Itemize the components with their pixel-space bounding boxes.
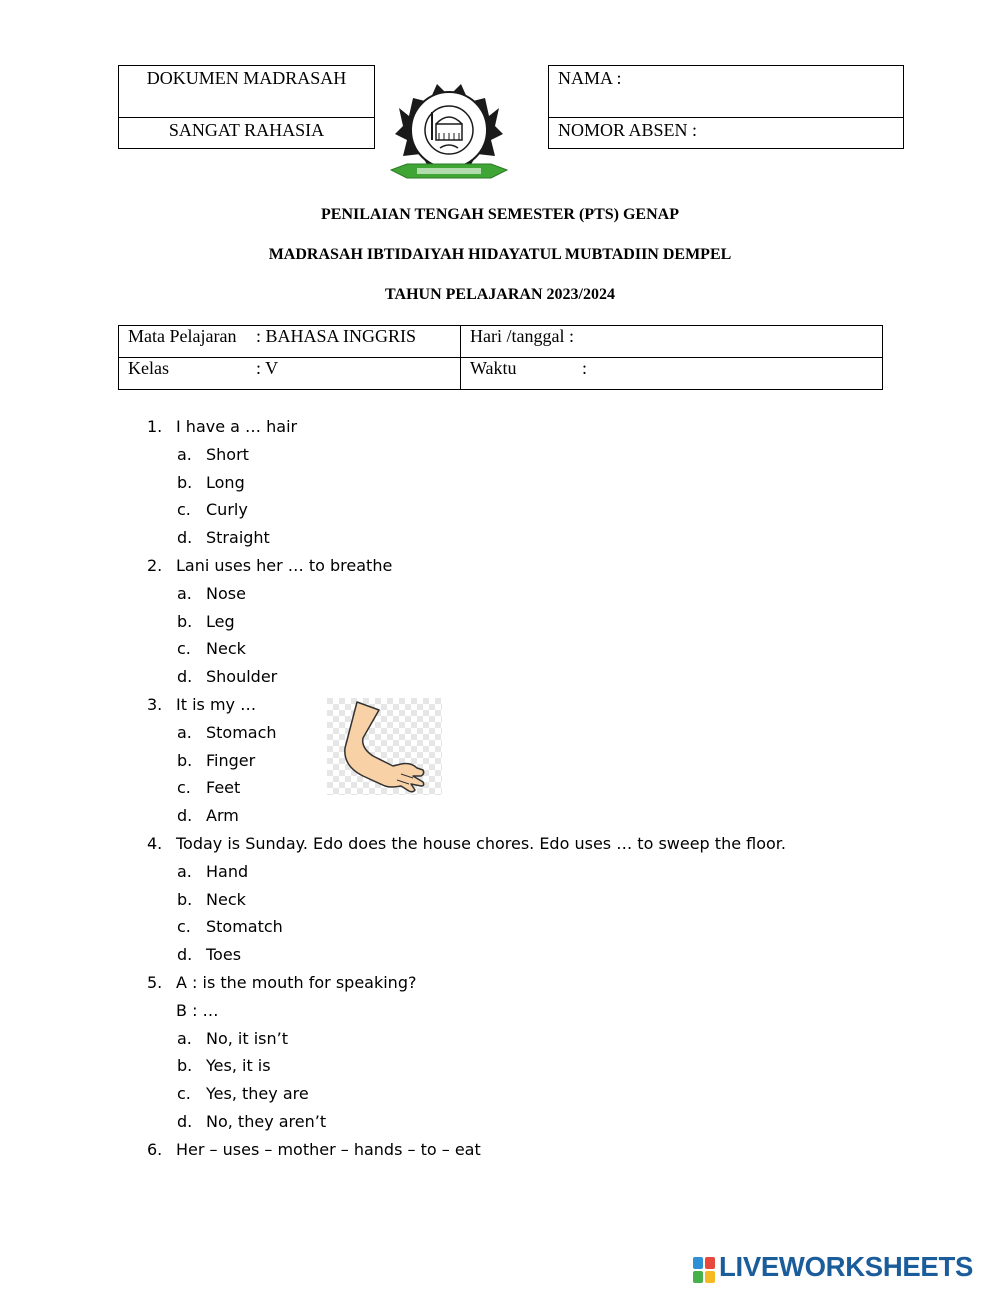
option-text: Yes, they are xyxy=(206,1084,309,1104)
question xyxy=(147,552,867,580)
question xyxy=(147,1136,867,1164)
option-letter: b. xyxy=(177,889,193,909)
arm-illustration-icon xyxy=(327,698,442,795)
exam-info-table xyxy=(118,325,883,390)
liveworksheets-logo xyxy=(693,1253,993,1287)
question-list xyxy=(147,413,867,1164)
time-label: Waktu xyxy=(470,358,517,378)
answer-option[interactable] xyxy=(147,663,867,691)
option-text: Hand xyxy=(206,861,249,881)
question-continuation: B : … xyxy=(176,1000,219,1020)
question-text: A : is the mouth for speaking? xyxy=(176,972,417,992)
school-emblem-icon xyxy=(387,78,511,184)
option-letter: d. xyxy=(177,945,193,965)
option-text: Stomach xyxy=(206,722,277,742)
liveworksheets-brand[interactable]: LIVEWORKSHEETS xyxy=(719,1251,974,1282)
question-number: 6. xyxy=(147,1139,163,1159)
option-text: Neck xyxy=(206,639,246,659)
option-text: No, they aren’t xyxy=(206,1111,327,1131)
option-text: No, it isn’t xyxy=(206,1028,289,1048)
option-letter: c. xyxy=(177,1084,191,1104)
class-cell xyxy=(119,358,461,390)
option-text: Nose xyxy=(206,583,246,603)
question xyxy=(147,969,867,997)
document-label: DOKUMEN MADRASAH xyxy=(146,68,347,88)
option-letter: a. xyxy=(177,583,192,603)
answer-option[interactable] xyxy=(147,941,867,969)
option-letter: b. xyxy=(177,750,193,770)
class-value: : V xyxy=(256,358,279,378)
option-text: Yes, it is xyxy=(206,1056,271,1076)
question xyxy=(147,413,867,441)
name-field[interactable]: NAMA : xyxy=(558,68,622,88)
option-letter: d. xyxy=(177,528,193,548)
question-number: 4. xyxy=(147,833,163,853)
answer-option[interactable] xyxy=(147,608,867,636)
question-text: I have a … hair xyxy=(176,417,298,436)
time-value: : xyxy=(582,358,588,378)
option-text: Short xyxy=(206,444,249,464)
answer-option[interactable] xyxy=(147,1080,867,1108)
option-text: Leg xyxy=(206,611,235,631)
question-text: Her – uses – mother – hands – to – eat xyxy=(176,1139,481,1159)
option-letter: b. xyxy=(177,1056,193,1076)
option-text: Straight xyxy=(206,528,270,548)
option-letter: a. xyxy=(177,722,192,742)
answer-option[interactable] xyxy=(147,1025,867,1053)
option-text: Stomatch xyxy=(206,917,283,937)
option-text: Arm xyxy=(206,806,239,826)
question-number: 5. xyxy=(147,972,163,992)
option-text: Shoulder xyxy=(206,667,278,687)
answer-option[interactable] xyxy=(147,886,867,914)
date-label: Hari /tanggal : xyxy=(470,326,574,346)
answer-option[interactable] xyxy=(147,802,867,830)
question-number: 3. xyxy=(147,694,163,714)
answer-option[interactable] xyxy=(147,747,867,775)
question-text: Lani uses her … to breathe xyxy=(176,555,393,575)
question-text: It is my … xyxy=(176,694,257,714)
class-label: Kelas xyxy=(128,358,169,378)
answer-option[interactable] xyxy=(147,913,867,941)
subject-cell xyxy=(119,326,461,358)
option-letter: a. xyxy=(177,444,192,464)
answer-option[interactable] xyxy=(147,719,867,747)
option-letter: b. xyxy=(177,472,193,492)
answer-option[interactable] xyxy=(147,441,867,469)
answer-option[interactable] xyxy=(147,774,867,802)
option-letter: c. xyxy=(177,778,191,798)
question-number: 2. xyxy=(147,555,163,575)
time-cell[interactable] xyxy=(461,358,883,390)
student-info-box xyxy=(548,65,904,149)
option-text: Finger xyxy=(206,750,256,770)
confidential-label: SANGAT RAHASIA xyxy=(119,117,374,141)
question-text: Today is Sunday. Edo does the house chores. Edo uses … to sweep the floor. xyxy=(176,833,786,853)
question xyxy=(147,691,867,719)
option-letter: a. xyxy=(177,1028,192,1048)
school-name: MADRASAH IBTIDAIYAH HIDAYATUL MUBTADIIN DEMPEL xyxy=(268,246,732,263)
answer-option[interactable] xyxy=(147,524,867,552)
option-letter: a. xyxy=(177,861,192,881)
option-letter: d. xyxy=(177,806,193,826)
question xyxy=(147,830,867,858)
date-cell[interactable] xyxy=(461,326,883,358)
answer-option[interactable] xyxy=(147,496,867,524)
option-letter: d. xyxy=(177,667,193,687)
option-letter: c. xyxy=(177,500,191,520)
option-text: Toes xyxy=(206,945,242,965)
attendance-number-field[interactable]: NOMOR ABSEN : xyxy=(549,117,903,141)
answer-option[interactable] xyxy=(147,1052,867,1080)
option-letter: b. xyxy=(177,611,193,631)
answer-option[interactable] xyxy=(147,635,867,663)
answer-option[interactable] xyxy=(147,469,867,497)
answer-option[interactable] xyxy=(147,858,867,886)
option-text: Long xyxy=(206,472,245,492)
answer-option[interactable] xyxy=(147,580,867,608)
option-letter: d. xyxy=(177,1111,193,1131)
subject-value: : BAHASA INGGRIS xyxy=(256,326,417,346)
question-number: 1. xyxy=(147,417,163,436)
option-letter: c. xyxy=(177,639,191,659)
subject-label: Mata Pelajaran xyxy=(128,326,237,346)
answer-option[interactable] xyxy=(147,1108,867,1136)
option-text: Curly xyxy=(206,500,248,520)
option-text: Feet xyxy=(206,778,241,798)
academic-year: TAHUN PELAJARAN 2023/2024 xyxy=(385,286,615,303)
liveworksheets-mark-icon xyxy=(693,1257,715,1283)
document-label-box xyxy=(118,65,375,149)
option-letter: c. xyxy=(177,917,191,937)
option-text: Neck xyxy=(206,889,246,909)
exam-title: PENILAIAN TENGAH SEMESTER (PTS) GENAP xyxy=(321,206,679,223)
